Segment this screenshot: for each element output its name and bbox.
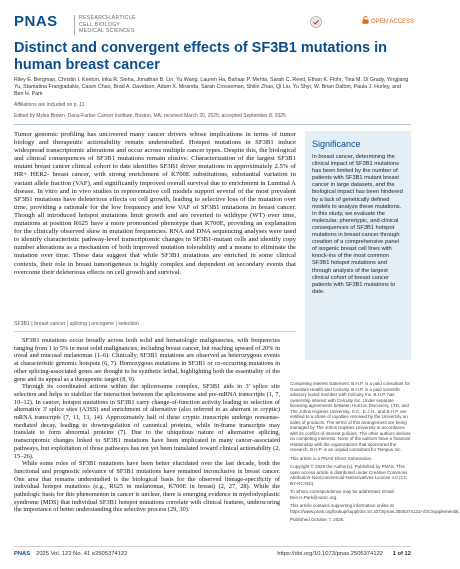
article-type-tag (74, 15, 136, 35)
pnas-logo[interactable]: PNAS (14, 13, 58, 30)
subject-medical-sciences[interactable]: MEDICAL SCIENCES (79, 28, 135, 34)
copyright-note[interactable]: Copyright © 2025 the Author(s). Published by PNAS. This open access article is distributed under Creative Commons Attribution-NonCommercial-NoDerivatives License 4.0 (CC BY-NC-ND). (290, 464, 408, 486)
significance-box (305, 131, 411, 360)
page-footer (14, 546, 411, 556)
keywords: SF3B1 | breast cancer | splicing | oncogene | selection (14, 321, 139, 327)
body-paragraph: Through its coordinated actions within the spliceosome complex, SF3B1 aids in 3' splice site selection and helps to stabilize the interaction between the spliceosome and pre-mRNA transcripts (1, 7, 10–12). In cancer, hotspot mutations in SF3B1 carry change-of-function activity leading to selection of alternative 3' splice sites (A3SS) and enrichment of alternative (also referred to as aberrant or cryptic) mRNA transcripts (7, 11, 13, 14). Approximately half of these cryptic transcripts undergo nonsense-mediated decay, leading to downregulation of canonical proteins, while in-frame transcripts may translate to form abnormal proteins (7). Due to the ubiquitous nature of alternative splicing, transcriptomic changes linked to SF3B1 mutations have been implicated in many cancer-associated pathways, but exploitation of those pathways has not yet been translated toward clinical actionability (2, 15–26). (14, 383, 280, 460)
check-for-updates-icon[interactable] (310, 16, 322, 28)
footer-journal: PNAS (14, 551, 31, 557)
footnotes (290, 381, 460, 523)
article-type: RESEARCH ARTICLE (79, 15, 136, 21)
keywords-divider (14, 331, 296, 332)
page-number: 1 of 12 (392, 551, 411, 557)
header-divider (14, 124, 411, 125)
abstract: Tumor genomic profiling has uncovered many cancer drivers whose implications in terms of tumor biology and therapeutic actionability remain understudied. Hotspot mutations in SF3B1 induce widespread transcriptomic alterations and occur across multiple cancer types. Despite this, the biological and clinical consequences of SF3B1 mutations remain elusive. Characterization of the largest SF3B1 mutant breast cancer clinical cohort to date identifies SF3B1 driver mutations in approximately 2.5% of HR+ HER2- breast cancer, with strong enrichment of K700E substitutions, substantial variation in variant allele fraction (VAF), and significantly improved overall survival due to enrichment in Luminal A disease. In vitro and in vivo studies in representative cell models support several of the most prevalent SF3B1 mutations have deleterious effects on cell growth, leading to selective loss of the mutation over time, providing a rationale for the low frequency and low VAF of SF3B1 mutations in breast cancer. Though all introduced hotspot mutations limit growth and are reverted to wildtype (WT) over time, mutations at position R625 have a more pronounced phenotype than K700E, providing an explanation for the clinically observed skew in mutation frequencies. RNA and DNA sequencing analyses were used to identify characteristic pathway-level transcriptomic changes in SF3B1-mutant cells and identify copy number alterations as a mechanism of both improved mutation tolerability and a means to eliminate the mutation over time. These data suggest that while SF3B1 mutations are enriched in some clinical contexts, their role in breast tumorigenesis is highly complex and dependent on secondary events that overcome their deleterious effects on cell growth and survival. (14, 131, 296, 276)
body-paragraph: While some roles of SF3B1 mutations have been better elucidated over the last decade, both the functional and prognostic relevance of SF3B1 mutations have remained inconclusive in breast cancer. One area that remains understudied is the biological basis for the observed lineage-specificity of individual hotspot mutations (e.g., R625 in melanomas, K700E in breast) (2, 27, 28). While the pathologic basis for this phenomenon in cancer is unclear, there is emerging evidence in myelodysplastic syndrome (MDS) that individual SF3B1 hotspot mutations correlate with clinical features, underscoring the importance of better understanding this selective process (29, 30). (14, 460, 280, 514)
open-access-label: OPEN ACCESS (371, 19, 415, 25)
footer-doi-page (277, 549, 411, 559)
direct-submission-note: This article is a PNAS Direct Submission. (290, 455, 373, 461)
editor-dates: Edited by Myles Brown, Dana-Farber Cancer Institute, Boston, MA; received March 20, 2025; accepted September 8, 2025 (14, 113, 286, 119)
main-body-text (14, 337, 280, 514)
significance-text: In breast cancer, determining the clinical impact of SF3B1 mutations has been limited by the number of patients with SF3B1 mutant breast cancer in large datasets, and the biological impact has been hindered by a lack of genetically defined models to analyze these mutations. In this study, we evaluate the molecular, phenotypic, and clinical consequences of SF3B1 hotspot mutations in breast cancer through creation of a comprehensive panel of isogenic breast cell lines with knock-ins of the most common SF3B1 hotspot mutations and through analysis of the largest clinical cohort of breast cancer patients with SF3B1 mutations to date. (312, 154, 403, 295)
competing-interest-note: Competing interest statement: B.H.P. is a paid consultant for Guardant Health and Celcuity. B.H.P. is a paid scientific advisory board member with Celcuity Inc. B.H.P. has ownership interest with Celcuity Inc. Under separate licensing agreements between Horizon Discovery, LTD, and The Johns Hopkins University, S.C., E.J.H., and B.H.P. are entitled to a share of royalties received by the University on sales of products. The terms of this arrangement are being managed by The Johns Hopkins University in accordance with its conflict-of-interest policies. The other authors declare no competing interests. None of the authors have a financial relationship with the organizations that sponsored the research. B.H.P. is an unpaid consultant for Tempus Inc. (290, 381, 411, 452)
article-title: Distinct and convergent effects of SF3B1 mutations in human breast cancer (14, 40, 388, 73)
supporting-info-note[interactable]: This article contains supporting information online at https://www.pnas.org/lookup/suppl/doi:10.1073/pnas.2505374122/-/DCSupplemental. (290, 503, 460, 514)
footer-doi-link[interactable]: https://doi.org/10.1073/pnas.2505374122 (277, 551, 383, 557)
significance-title: Significance (312, 139, 361, 149)
footer-volume: 2025 Vol. 122 No. 41 e2505374122 (36, 551, 128, 557)
author-list[interactable]: Riley E. Bergman, Christin I. Keeton, Irika R. Sinha, Jonathan B. Lin, Yu Wang, Lauren Ha, Bahaar P. Mehta, Sarah C. Reed, Ethan K. Flohr, Tina M. Di Grady, Yingjiang Yu, Stamatina Frangiadakis, Caixin Chao, Brad A. Davidson, Adam X. Miranda, Sarah Crosseman, Shilin Zhao, Qi Liu, Yu Shyr, W. Brian Dalton, Paula J. Hurley, and Ben H. Park (14, 77, 409, 98)
body-paragraph: SF3B1 mutations occur broadly across both solid and hematologic malignancies, with frequencies ranging from 1 to 5% in most solid malignancies, including breast cancer, but reaching upward of 20% in uveal and mucosal melanomas (1–6). Clinically, SF3B1 mutations are observed as heterozygous events at characteristic genomic hotspots (6, 7). Homozygous mutations in SF3B1 or co-occurring mutations in other splicing-associated genes are thought to be synthetic lethal, highlighting both the essentiality of the gene and its appeal as a therapeutic target (8, 9). (14, 337, 280, 383)
published-date: Published October 7, 2025. (290, 517, 345, 522)
correspondence-note[interactable]: To whom correspondence may be addressed. Email: Ben.H.Park@vumc.org. (290, 489, 395, 500)
open-access-badge[interactable] (362, 16, 414, 28)
affiliations-note: Affiliations are included on p. 11. (14, 102, 86, 108)
header-bar (14, 13, 415, 34)
footer-citation (14, 549, 127, 559)
subject-cell-biology[interactable]: CELL BIOLOGY (79, 21, 121, 28)
open-lock-icon (362, 16, 369, 24)
